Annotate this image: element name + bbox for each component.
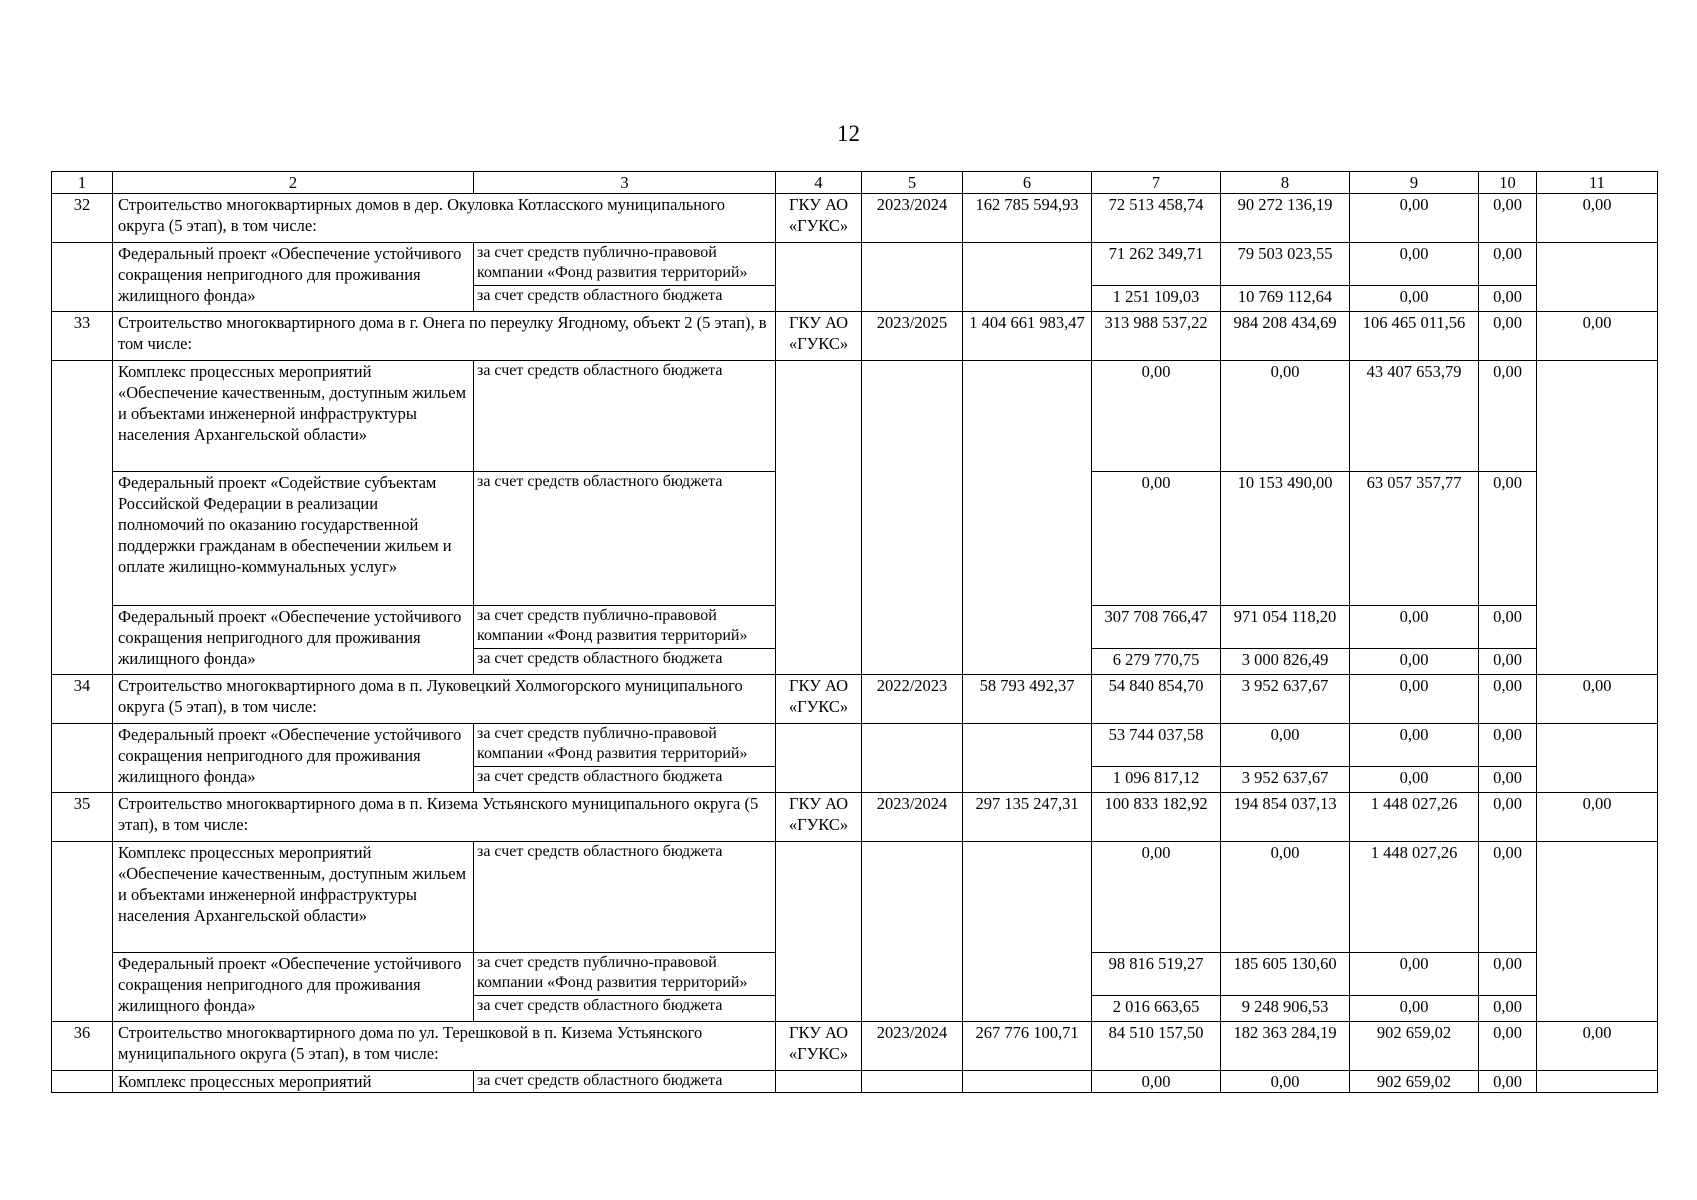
column-header: 9 bbox=[1350, 172, 1479, 194]
value-cell: 307 708 766,47 bbox=[1092, 606, 1221, 649]
value-cell: 98 816 519,27 bbox=[1092, 953, 1221, 996]
value-cell: 0,00 bbox=[1537, 194, 1658, 243]
row-number: 32 bbox=[52, 194, 113, 243]
value-cell: 0,00 bbox=[1479, 606, 1537, 649]
funding-source: за счет средств областного бюджета bbox=[474, 842, 776, 953]
value-cell: 313 988 537,22 bbox=[1092, 312, 1221, 361]
value-cell: 0,00 bbox=[1479, 793, 1537, 842]
table-row bbox=[52, 724, 1658, 767]
value-cell: 0,00 bbox=[1479, 675, 1537, 724]
value-cell: 0,00 bbox=[1092, 472, 1221, 606]
row-number: 35 bbox=[52, 793, 113, 842]
column-header: 5 bbox=[862, 172, 963, 194]
value-cell: 194 854 037,13 bbox=[1221, 793, 1350, 842]
page-number: 12 bbox=[837, 121, 860, 146]
column-header: 11 bbox=[1537, 172, 1658, 194]
value-cell: 0,00 bbox=[1350, 243, 1479, 286]
row-number: 34 bbox=[52, 675, 113, 724]
value-cell: 9 248 906,53 bbox=[1221, 996, 1350, 1022]
value-cell: 0,00 bbox=[1537, 675, 1658, 724]
value-cell: 1 448 027,26 bbox=[1350, 793, 1479, 842]
value-cell: 0,00 bbox=[1479, 1022, 1537, 1071]
value-cell: 100 833 182,92 bbox=[1092, 793, 1221, 842]
value-cell: 0,00 bbox=[1350, 724, 1479, 767]
value-cell: 1 448 027,26 bbox=[1350, 842, 1479, 953]
value-cell: 0,00 bbox=[1479, 472, 1537, 606]
table-row bbox=[52, 793, 1658, 842]
value-cell: 0,00 bbox=[1092, 361, 1221, 472]
table-row bbox=[52, 842, 1658, 953]
column-header: 1 bbox=[52, 172, 113, 194]
table-row bbox=[52, 312, 1658, 361]
column-header: 3 bbox=[474, 172, 776, 194]
value-cell: 182 363 284,19 bbox=[1221, 1022, 1350, 1071]
value-cell: 0,00 bbox=[1350, 675, 1479, 724]
value-cell: 1 096 817,12 bbox=[1092, 767, 1221, 793]
value-cell: 0,00 bbox=[1092, 842, 1221, 953]
agency: ГКУ АО «ГУКС» bbox=[776, 194, 862, 243]
project-name: Комплекс процессных мероприятий «Обеспечение качественным, доступным жильем и объектами инженерной инфраструктуры населения Архангельской области» bbox=[113, 842, 474, 953]
value-cell: 0,00 bbox=[1350, 194, 1479, 243]
agency: ГКУ АО «ГУКС» bbox=[776, 312, 862, 361]
value-cell: 0,00 bbox=[1479, 649, 1537, 675]
value-cell: 106 465 011,56 bbox=[1350, 312, 1479, 361]
value-cell: 0,00 bbox=[1221, 724, 1350, 767]
table-row bbox=[52, 675, 1658, 724]
value-cell: 3 952 637,67 bbox=[1221, 767, 1350, 793]
value-cell: 0,00 bbox=[1537, 793, 1658, 842]
value-cell: 63 057 357,77 bbox=[1350, 472, 1479, 606]
project-name: Федеральный проект «Обеспечение устойчивого сокращения непригодного для проживания жилищного фонда» bbox=[113, 724, 474, 793]
value-cell: 10 153 490,00 bbox=[1221, 472, 1350, 606]
value-cell: 0,00 bbox=[1479, 724, 1537, 767]
value-cell: 72 513 458,74 bbox=[1092, 194, 1221, 243]
value-cell: 0,00 bbox=[1479, 953, 1537, 996]
value-cell: 902 659,02 bbox=[1350, 1022, 1479, 1071]
value-cell: 185 605 130,60 bbox=[1221, 953, 1350, 996]
object-name: Строительство многоквартирного дома по ул. Терешковой в п. Кизема Устьянского муниципального округа (5 этап), в том числе: bbox=[113, 1022, 776, 1071]
project-name: Комплекс процессных мероприятий «Обеспечение качественным, доступным жильем и объектами инженерной инфраструктуры населения Архангельской области» bbox=[113, 361, 474, 472]
value-cell: 902 659,02 bbox=[1350, 1071, 1479, 1093]
value-cell: 10 769 112,64 bbox=[1221, 286, 1350, 312]
value-cell: 0,00 bbox=[1479, 361, 1537, 472]
value-cell: 84 510 157,50 bbox=[1092, 1022, 1221, 1071]
funding-source: за счет средств областного бюджета bbox=[474, 361, 776, 472]
value-cell: 0,00 bbox=[1092, 1071, 1221, 1093]
row-number: 33 bbox=[52, 312, 113, 361]
value-cell: 6 279 770,75 bbox=[1092, 649, 1221, 675]
column-header: 8 bbox=[1221, 172, 1350, 194]
value-cell: 0,00 bbox=[1479, 194, 1537, 243]
value-cell: 0,00 bbox=[1479, 1071, 1537, 1093]
value-cell: 0,00 bbox=[1537, 1022, 1658, 1071]
funding-source: за счет средств областного бюджета bbox=[474, 767, 776, 793]
value-cell: 0,00 bbox=[1350, 649, 1479, 675]
period: 2023/2024 bbox=[862, 194, 963, 243]
value-cell: 2 016 663,65 bbox=[1092, 996, 1221, 1022]
project-name: Федеральный проект «Содействие субъектам Российской Федерации в реализации полномочий по оказанию государственной поддержки гражданам в обеспечении жильем и оплате жилищно-коммунальных услуг» bbox=[113, 472, 474, 606]
value-cell: 3 952 637,67 bbox=[1221, 675, 1350, 724]
total-cost: 162 785 594,93 bbox=[963, 194, 1092, 243]
table-row bbox=[52, 1022, 1658, 1071]
column-header: 6 bbox=[963, 172, 1092, 194]
period: 2023/2025 bbox=[862, 312, 963, 361]
period: 2022/2023 bbox=[862, 675, 963, 724]
period: 2023/2024 bbox=[862, 1022, 963, 1071]
value-cell: 0,00 bbox=[1350, 286, 1479, 312]
object-name: Строительство многоквартирного дома в п. Луковецкий Холмогорского муниципального округа (5 этап), в том числе: bbox=[113, 675, 776, 724]
funding-source: за счет средств публично-правовой компании «Фонд развития территорий» bbox=[474, 606, 776, 649]
funding-source: за счет средств областного бюджета bbox=[474, 472, 776, 606]
funding-source: за счет средств областного бюджета bbox=[474, 996, 776, 1022]
object-name: Строительство многоквартирного дома в п. Кизема Устьянского муниципального округа (5 этап), в том числе: bbox=[113, 793, 776, 842]
project-name: Федеральный проект «Обеспечение устойчивого сокращения непригодного для проживания жилищного фонда» bbox=[113, 953, 474, 1022]
funding-source: за счет средств публично-правовой компании «Фонд развития территорий» bbox=[474, 953, 776, 996]
value-cell: 53 744 037,58 bbox=[1092, 724, 1221, 767]
total-cost: 267 776 100,71 bbox=[963, 1022, 1092, 1071]
value-cell: 3 000 826,49 bbox=[1221, 649, 1350, 675]
value-cell: 90 272 136,19 bbox=[1221, 194, 1350, 243]
object-name: Строительство многоквартирного дома в г. Онега по переулку Ягодному, объект 2 (5 этап), в том числе: bbox=[113, 312, 776, 361]
value-cell: 0,00 bbox=[1479, 312, 1537, 361]
value-cell: 0,00 bbox=[1221, 361, 1350, 472]
agency: ГКУ АО «ГУКС» bbox=[776, 1022, 862, 1071]
budget-table bbox=[51, 171, 1658, 1093]
table-row bbox=[52, 194, 1658, 243]
value-cell: 971 054 118,20 bbox=[1221, 606, 1350, 649]
value-cell: 79 503 023,55 bbox=[1221, 243, 1350, 286]
value-cell: 0,00 bbox=[1221, 1071, 1350, 1093]
funding-source: за счет средств областного бюджета bbox=[474, 1071, 776, 1093]
value-cell: 0,00 bbox=[1350, 606, 1479, 649]
total-cost: 58 793 492,37 bbox=[963, 675, 1092, 724]
period: 2023/2024 bbox=[862, 793, 963, 842]
table-row bbox=[52, 361, 1658, 472]
total-cost: 297 135 247,31 bbox=[963, 793, 1092, 842]
row-number: 36 bbox=[52, 1022, 113, 1071]
agency: ГКУ АО «ГУКС» bbox=[776, 793, 862, 842]
value-cell: 0,00 bbox=[1350, 953, 1479, 996]
object-name: Строительство многоквартирных домов в дер. Окуловка Котласского муниципального округа (5 этап), в том числе: bbox=[113, 194, 776, 243]
column-header: 2 bbox=[113, 172, 474, 194]
table-row bbox=[52, 1071, 1658, 1093]
value-cell: 1 251 109,03 bbox=[1092, 286, 1221, 312]
table-header-row bbox=[52, 172, 1658, 194]
project-name: Федеральный проект «Обеспечение устойчивого сокращения непригодного для проживания жилищного фонда» bbox=[113, 243, 474, 312]
value-cell: 43 407 653,79 bbox=[1350, 361, 1479, 472]
column-header: 4 bbox=[776, 172, 862, 194]
funding-source: за счет средств областного бюджета bbox=[474, 286, 776, 312]
funding-source: за счет средств публично-правовой компании «Фонд развития территорий» bbox=[474, 724, 776, 767]
value-cell: 0,00 bbox=[1221, 842, 1350, 953]
table-row bbox=[52, 243, 1658, 286]
value-cell: 0,00 bbox=[1479, 286, 1537, 312]
value-cell: 984 208 434,69 bbox=[1221, 312, 1350, 361]
value-cell: 0,00 bbox=[1350, 996, 1479, 1022]
column-header: 10 bbox=[1479, 172, 1537, 194]
funding-source: за счет средств публично-правовой компании «Фонд развития территорий» bbox=[474, 243, 776, 286]
total-cost: 1 404 661 983,47 bbox=[963, 312, 1092, 361]
project-name: Комплекс процессных мероприятий bbox=[113, 1071, 474, 1093]
value-cell: 54 840 854,70 bbox=[1092, 675, 1221, 724]
funding-source: за счет средств областного бюджета bbox=[474, 649, 776, 675]
value-cell: 0,00 bbox=[1479, 767, 1537, 793]
value-cell: 0,00 bbox=[1537, 312, 1658, 361]
value-cell: 0,00 bbox=[1479, 996, 1537, 1022]
column-header: 7 bbox=[1092, 172, 1221, 194]
project-name: Федеральный проект «Обеспечение устойчивого сокращения непригодного для проживания жилищного фонда» bbox=[113, 606, 474, 675]
value-cell: 0,00 bbox=[1350, 767, 1479, 793]
value-cell: 0,00 bbox=[1479, 243, 1537, 286]
agency: ГКУ АО «ГУКС» bbox=[776, 675, 862, 724]
value-cell: 71 262 349,71 bbox=[1092, 243, 1221, 286]
value-cell: 0,00 bbox=[1479, 842, 1537, 953]
